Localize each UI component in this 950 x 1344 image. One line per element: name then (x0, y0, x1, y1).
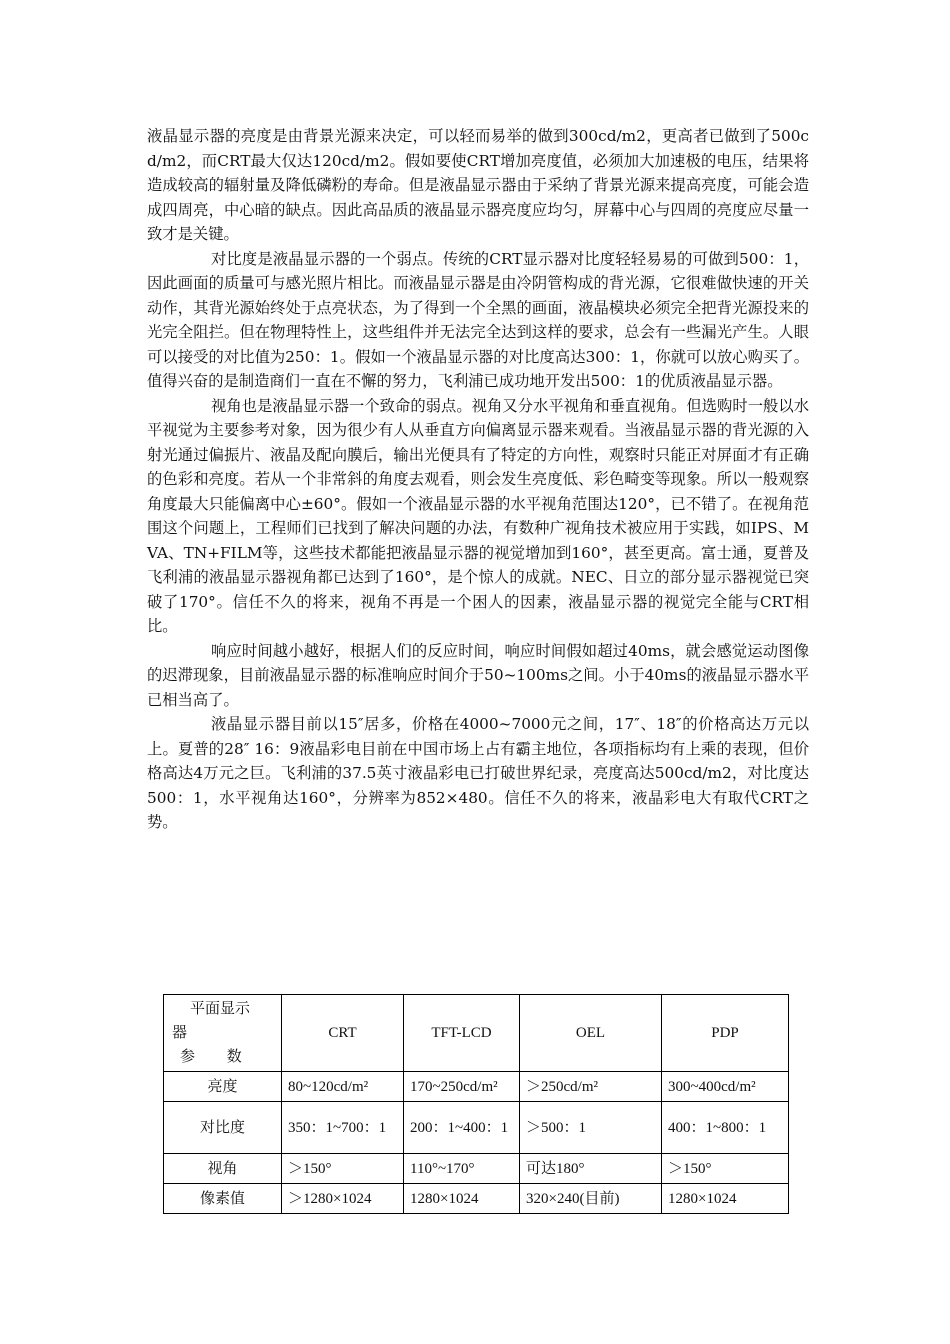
table-cell: 400：1~800：1 (662, 1102, 789, 1154)
table-cell: 320×240(目前) (520, 1184, 662, 1214)
column-header-oel: OEL (520, 995, 662, 1072)
table-cell: 350：1~700：1 (282, 1102, 404, 1154)
table-row (164, 1184, 789, 1214)
corner-line-2: 器 (172, 1025, 188, 1041)
table-cell: 1280×1024 (404, 1184, 520, 1214)
table-corner-header (164, 995, 282, 1072)
row-label-brightness: 亮度 (164, 1072, 282, 1102)
paragraph-viewing-angle: 视角也是液晶显示器一个致命的弱点。视角又分水平视角和垂直视角。但选购时一般以水平视觉为主要参考对象，因为很少有人从垂直方向偏离显示器来观看。当液晶显示器的背光源的入射光通过偏振片、液晶及配向膜后，输出光便具有了特定的方向性，观察时只能正对屏面才有正确的色彩和亮度。若从一个非常斜的角度去观看，则会发生亮度低、彩色畸变等现象。所以一般观察角度最大只能偏离中心±60°。假如一个液晶显示器的水平视角范围达120°，已不错了。在视角范围这个问题上，工程师们已找到了解决问题的办法，有数种广视角技术被应用于实践，如IPS、MVA、TN+FILM等，这些技术都能把液晶显示器的视觉增加到160°，甚至更高。富士通，夏普及飞利浦的液晶显示器视角都已达到了160°，是个惊人的成就。NEC、日立的部分显示器视觉已突破了170°。信任不久的将来，视角不再是一个困人的因素，液晶显示器的视觉完全能与CRT相比。 (147, 396, 809, 635)
table-cell: ＞150° (282, 1154, 404, 1184)
row-label-contrast: 对比度 (164, 1102, 282, 1154)
row-label-viewing-angle: 视角 (164, 1154, 282, 1184)
paragraph-price: 液晶显示器目前以15″居多，价格在4000~7000元之间，17″、18″的价格高达万元以上。夏普的28″ 16：9液晶彩电目前在中国市场上占有霸主地位，各项指标均有上乘的表现，但价格高达4万元之巨。飞利浦的37.5英寸液晶彩电已打破世界纪录，亮度高达500cd/m2，对比度达500：1，水平视角达160°，分辨率为852×480。信任不久的将来，液晶彩电大有取代CRT之势。 (147, 715, 809, 831)
table-cell: 80~120cd/m² (282, 1072, 404, 1102)
table-cell: 1280×1024 (662, 1184, 789, 1214)
column-header-crt: CRT (282, 995, 404, 1072)
table-cell: 200：1~400：1 (404, 1102, 520, 1154)
column-header-tft-lcd: TFT-LCD (404, 995, 520, 1072)
table-cell: ＞250cd/m² (520, 1072, 662, 1102)
corner-line-3: 参 数 (180, 1049, 256, 1065)
paragraph-response-time: 响应时间越小越好，根据人们的反应时间，响应时间假如超过40ms，就会感觉运动图像的迟滞现象，目前液晶显示器的标准响应时间介于50~100ms之间。小于40ms的液晶显示器水平已相当高了。 (147, 641, 809, 709)
paragraph-contrast: 对比度是液晶显示器的一个弱点。传统的CRT显示器对比度轻轻易易的可做到500：1，因此画面的质量可与感光照片相比。而液晶显示器是由冷阴管构成的背光源，它很难做快速的开关动作，其背光源始终处于点亮状态，为了得到一个全黑的画面，液晶模块必须完全把背光源投来的光完全阻拦。但在物理特性上，这些组件并无法完全达到这样的要求，总会有一些漏光产生。人眼可以接受的对比值为250：1。假如一个液晶显示器的对比度高达300：1，你就可以放心购买了。值得兴奋的是制造商们一直在不懈的努力，飞利浦已成功地开发出500：1的优质液晶显示器。 (147, 249, 809, 390)
table-cell: 110°~170° (404, 1154, 520, 1184)
corner-line-1: 平面显示 (190, 1001, 251, 1017)
table-header-row (164, 995, 789, 1072)
table-row (164, 1102, 789, 1154)
table-cell: 300~400cd/m² (662, 1072, 789, 1102)
table-row (164, 1154, 789, 1184)
table-cell: ＞500：1 (520, 1102, 662, 1154)
column-header-pdp: PDP (662, 995, 789, 1072)
table-row (164, 1072, 789, 1102)
row-label-pixels: 像素值 (164, 1184, 282, 1214)
table-cell: ＞150° (662, 1154, 789, 1184)
table-cell: 170~250cd/m² (404, 1072, 520, 1102)
table-cell: ＞1280×1024 (282, 1184, 404, 1214)
body-text (147, 124, 809, 835)
paragraph-brightness: 液晶显示器的亮度是由背景光源来决定，可以轻而易举的做到300cd/m2，更高者已做到了500cd/m2，而CRT最大仅达120cd/m2。假如要使CRT增加亮度值，必须加大加速极的电压，结果将造成较高的辐射量及降低磷粉的寿命。但是液晶显示器由于采纳了背景光源来提高亮度，可能会造成四周亮，中心暗的缺点。因此高品质的液晶显示器亮度应均匀，屏幕中心与四周的亮度应尽量一致才是关键。 (147, 127, 809, 243)
table-cell: 可达180° (520, 1154, 662, 1184)
comparison-table (163, 994, 789, 1214)
